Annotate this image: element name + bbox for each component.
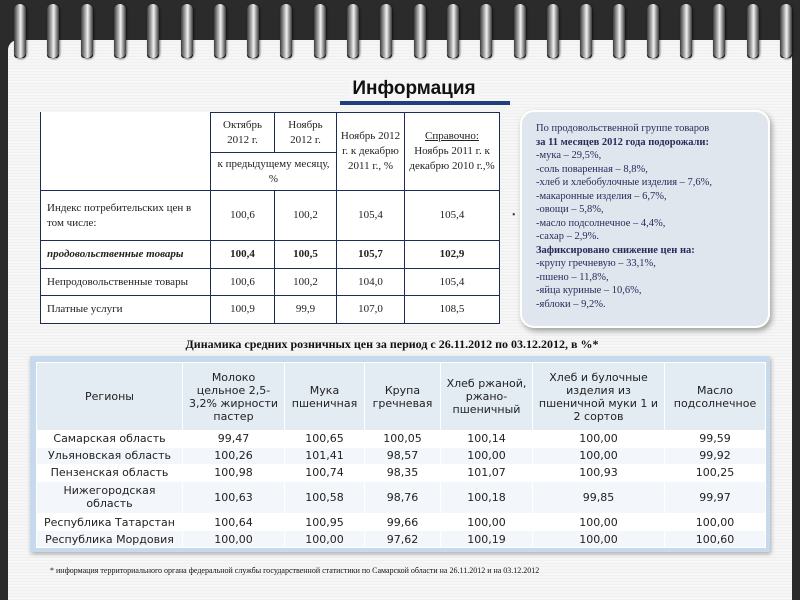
table-row	[37, 447, 766, 464]
price-cell: 99,47	[183, 431, 285, 448]
cpi-cell: 108,5	[405, 296, 500, 324]
cpi-cell: 100,4	[211, 241, 275, 269]
info-rise-item: -мука – 29,5%,	[536, 150, 602, 161]
cpi-cell: 107,0	[337, 296, 405, 324]
cpi-header-october: Октябрь 2012 г.	[211, 113, 275, 153]
price-cell: 97,62	[365, 531, 441, 548]
info-box	[520, 110, 770, 328]
prices-header: Хлеб и булочные изделия из пшеничной муки 1 и 2 сортов	[533, 363, 665, 431]
info-rise-item: -сахар – 2,9%.	[536, 231, 599, 242]
price-cell: 100,63	[183, 481, 285, 514]
binding-ring	[81, 4, 93, 58]
cpi-row	[41, 296, 500, 324]
info-fall-item: -яйца куриные – 10,6%,	[536, 285, 642, 296]
binding-ring	[380, 4, 392, 58]
binding-ring	[47, 4, 59, 58]
prices-header: Крупа гречневая	[365, 363, 441, 431]
table-row	[37, 531, 766, 548]
notebook-binding	[0, 0, 800, 62]
binding-ring	[447, 4, 459, 58]
price-cell: 100,95	[285, 514, 365, 531]
cpi-reference-title: Справочно:	[425, 130, 479, 143]
price-cell: 99,66	[365, 514, 441, 531]
region-cell: Пензенская область	[37, 464, 183, 481]
binding-ring	[14, 4, 26, 58]
cpi-cell: 100,6	[211, 191, 275, 241]
price-cell: 100,00	[533, 531, 665, 548]
binding-ring	[547, 4, 559, 58]
info-rise-item: -хлеб и хлебобулочные изделия – 7,6%,	[536, 177, 713, 188]
price-cell: 100,00	[533, 514, 665, 531]
binding-ring	[247, 4, 259, 58]
cpi-cell: 100,6	[211, 268, 275, 296]
binding-ring	[414, 4, 426, 58]
price-cell: 99,85	[533, 481, 665, 514]
cpi-cell: 100,2	[275, 191, 337, 241]
cpi-header-reference	[405, 113, 500, 191]
info-rise-title: за 11 месяцев 2012 года подорожали:	[536, 136, 709, 148]
cpi-cell: 105,4	[405, 268, 500, 296]
price-cell: 100,60	[665, 531, 766, 548]
price-cell: 98,76	[365, 481, 441, 514]
price-cell: 99,92	[665, 447, 766, 464]
price-cell: 100,00	[533, 447, 665, 464]
price-cell: 100,64	[183, 514, 285, 531]
cpi-cell: 100,2	[275, 268, 337, 296]
prices-header: Мука пшеничная	[285, 363, 365, 431]
price-cell: 100,00	[441, 447, 533, 464]
footnote: * информация территориального органа федеральной службы государственной статистики по Самарской области на 26.11.2012 и на 03.12.2012	[50, 566, 540, 575]
price-cell: 100,19	[441, 531, 533, 548]
info-rise-item: -макаронные изделия – 6,7%,	[536, 190, 667, 202]
binding-ring	[647, 4, 659, 58]
region-cell: Республика Татарстан	[37, 514, 183, 531]
price-cell: 98,57	[365, 447, 441, 464]
cpi-header-prev-month: к предыдущему месяцу, %	[211, 153, 337, 191]
price-cell: 100,25	[665, 464, 766, 481]
prices-header: Регионы	[37, 363, 183, 431]
price-cell: 99,59	[665, 431, 766, 448]
cpi-row	[41, 191, 500, 241]
cpi-empty-header	[41, 113, 211, 191]
cpi-cell: 99,9	[275, 296, 337, 324]
binding-ring	[280, 4, 292, 58]
binding-ring	[347, 4, 359, 58]
cpi-cell: 104,0	[337, 268, 405, 296]
cpi-row-label: Платные услуги	[41, 296, 211, 324]
binding-ring	[514, 4, 526, 58]
price-cell: 100,00	[183, 531, 285, 548]
price-cell: 101,07	[441, 464, 533, 481]
cpi-row	[41, 241, 500, 269]
info-fall-item: -крупу гречневую – 33,1%,	[536, 258, 656, 269]
info-rise-item: -масло подсолнечное – 4,4%,	[536, 217, 666, 229]
prices-subtitle: Динамика средних розничных цен за период с 26.11.2012 по 03.12.2012, в %*	[185, 337, 599, 351]
cpi-row-label: Непродовольственные товары	[41, 268, 211, 296]
table-row	[37, 464, 766, 481]
binding-ring	[613, 4, 625, 58]
price-cell: 100,00	[665, 514, 766, 531]
cpi-cell: 105,4	[337, 191, 405, 241]
cpi-row	[41, 268, 500, 296]
region-cell: Республика Мордовия	[37, 531, 183, 548]
price-cell: 100,18	[441, 481, 533, 514]
cpi-table	[40, 112, 500, 324]
cpi-cell: 105,4	[405, 191, 500, 241]
binding-ring	[480, 4, 492, 58]
cpi-cell: 105,7	[337, 241, 405, 269]
cpi-row-label: Индекс потребительских цен в том числе:	[41, 191, 211, 241]
table-row	[37, 514, 766, 531]
table-row	[37, 431, 766, 448]
price-cell: 100,65	[285, 431, 365, 448]
region-cell: Самарская область	[37, 431, 183, 448]
binding-ring	[314, 4, 326, 58]
prices-header: Масло подсолнечное	[665, 363, 766, 431]
prices-header: Хлеб ржаной, ржано-пшеничный	[441, 363, 533, 431]
price-cell: 100,05	[365, 431, 441, 448]
cpi-reference-rest: Ноябрь 2011 г. к декабрю 2010 г.,%	[409, 145, 495, 172]
price-cell: 100,98	[183, 464, 285, 481]
info-fall-title: Зафиксировано снижение цен на:	[536, 244, 695, 256]
page-title: Информация	[349, 78, 479, 102]
cpi-cell: 102,9	[405, 241, 500, 269]
price-cell: 100,58	[285, 481, 365, 514]
region-cell: Ульяновская область	[37, 447, 183, 464]
cpi-header-nov-dec: Ноябрь 2012 г. к декабрю 2011 г., %	[337, 113, 405, 191]
price-cell: 100,26	[183, 447, 285, 464]
info-rise-item: -соль поваренная – 8,8%,	[536, 163, 648, 175]
info-fall-item: -пшено – 11,8%,	[536, 271, 609, 283]
price-cell: 100,74	[285, 464, 365, 481]
binding-ring	[680, 4, 692, 58]
price-cell: 100,00	[285, 531, 365, 548]
cpi-cell: 100,5	[275, 241, 337, 269]
price-cell: 100,14	[441, 431, 533, 448]
binding-ring	[780, 4, 792, 58]
price-cell: 99,97	[665, 481, 766, 514]
price-cell: 100,00	[441, 514, 533, 531]
binding-ring	[181, 4, 193, 58]
info-fall-item: -яблоки – 9,2%.	[536, 298, 606, 310]
binding-ring	[747, 4, 759, 58]
price-cell: 100,93	[533, 464, 665, 481]
binding-ring	[147, 4, 159, 58]
binding-ring	[114, 4, 126, 58]
cpi-cell: 100,9	[211, 296, 275, 324]
prices-table	[30, 356, 770, 552]
binding-ring	[214, 4, 226, 58]
price-cell: 98,35	[365, 464, 441, 481]
price-cell: 101,41	[285, 447, 365, 464]
info-bullet: •	[512, 210, 516, 221]
prices-header: Молоко цельное 2,5-3,2% жирности пастер	[183, 363, 285, 431]
info-intro: По продовольственной группе товаров	[536, 123, 710, 134]
region-cell: Нижегородская область	[37, 481, 183, 514]
price-cell: 100,00	[533, 431, 665, 448]
binding-ring	[580, 4, 592, 58]
cpi-row-label: продовольственные товары	[41, 241, 211, 269]
title-underline	[340, 101, 510, 105]
table-row	[37, 481, 766, 514]
cpi-header-november: Ноябрь 2012 г.	[275, 113, 337, 153]
info-rise-item: -овощи – 5,8%,	[536, 204, 604, 215]
binding-ring	[713, 4, 725, 58]
